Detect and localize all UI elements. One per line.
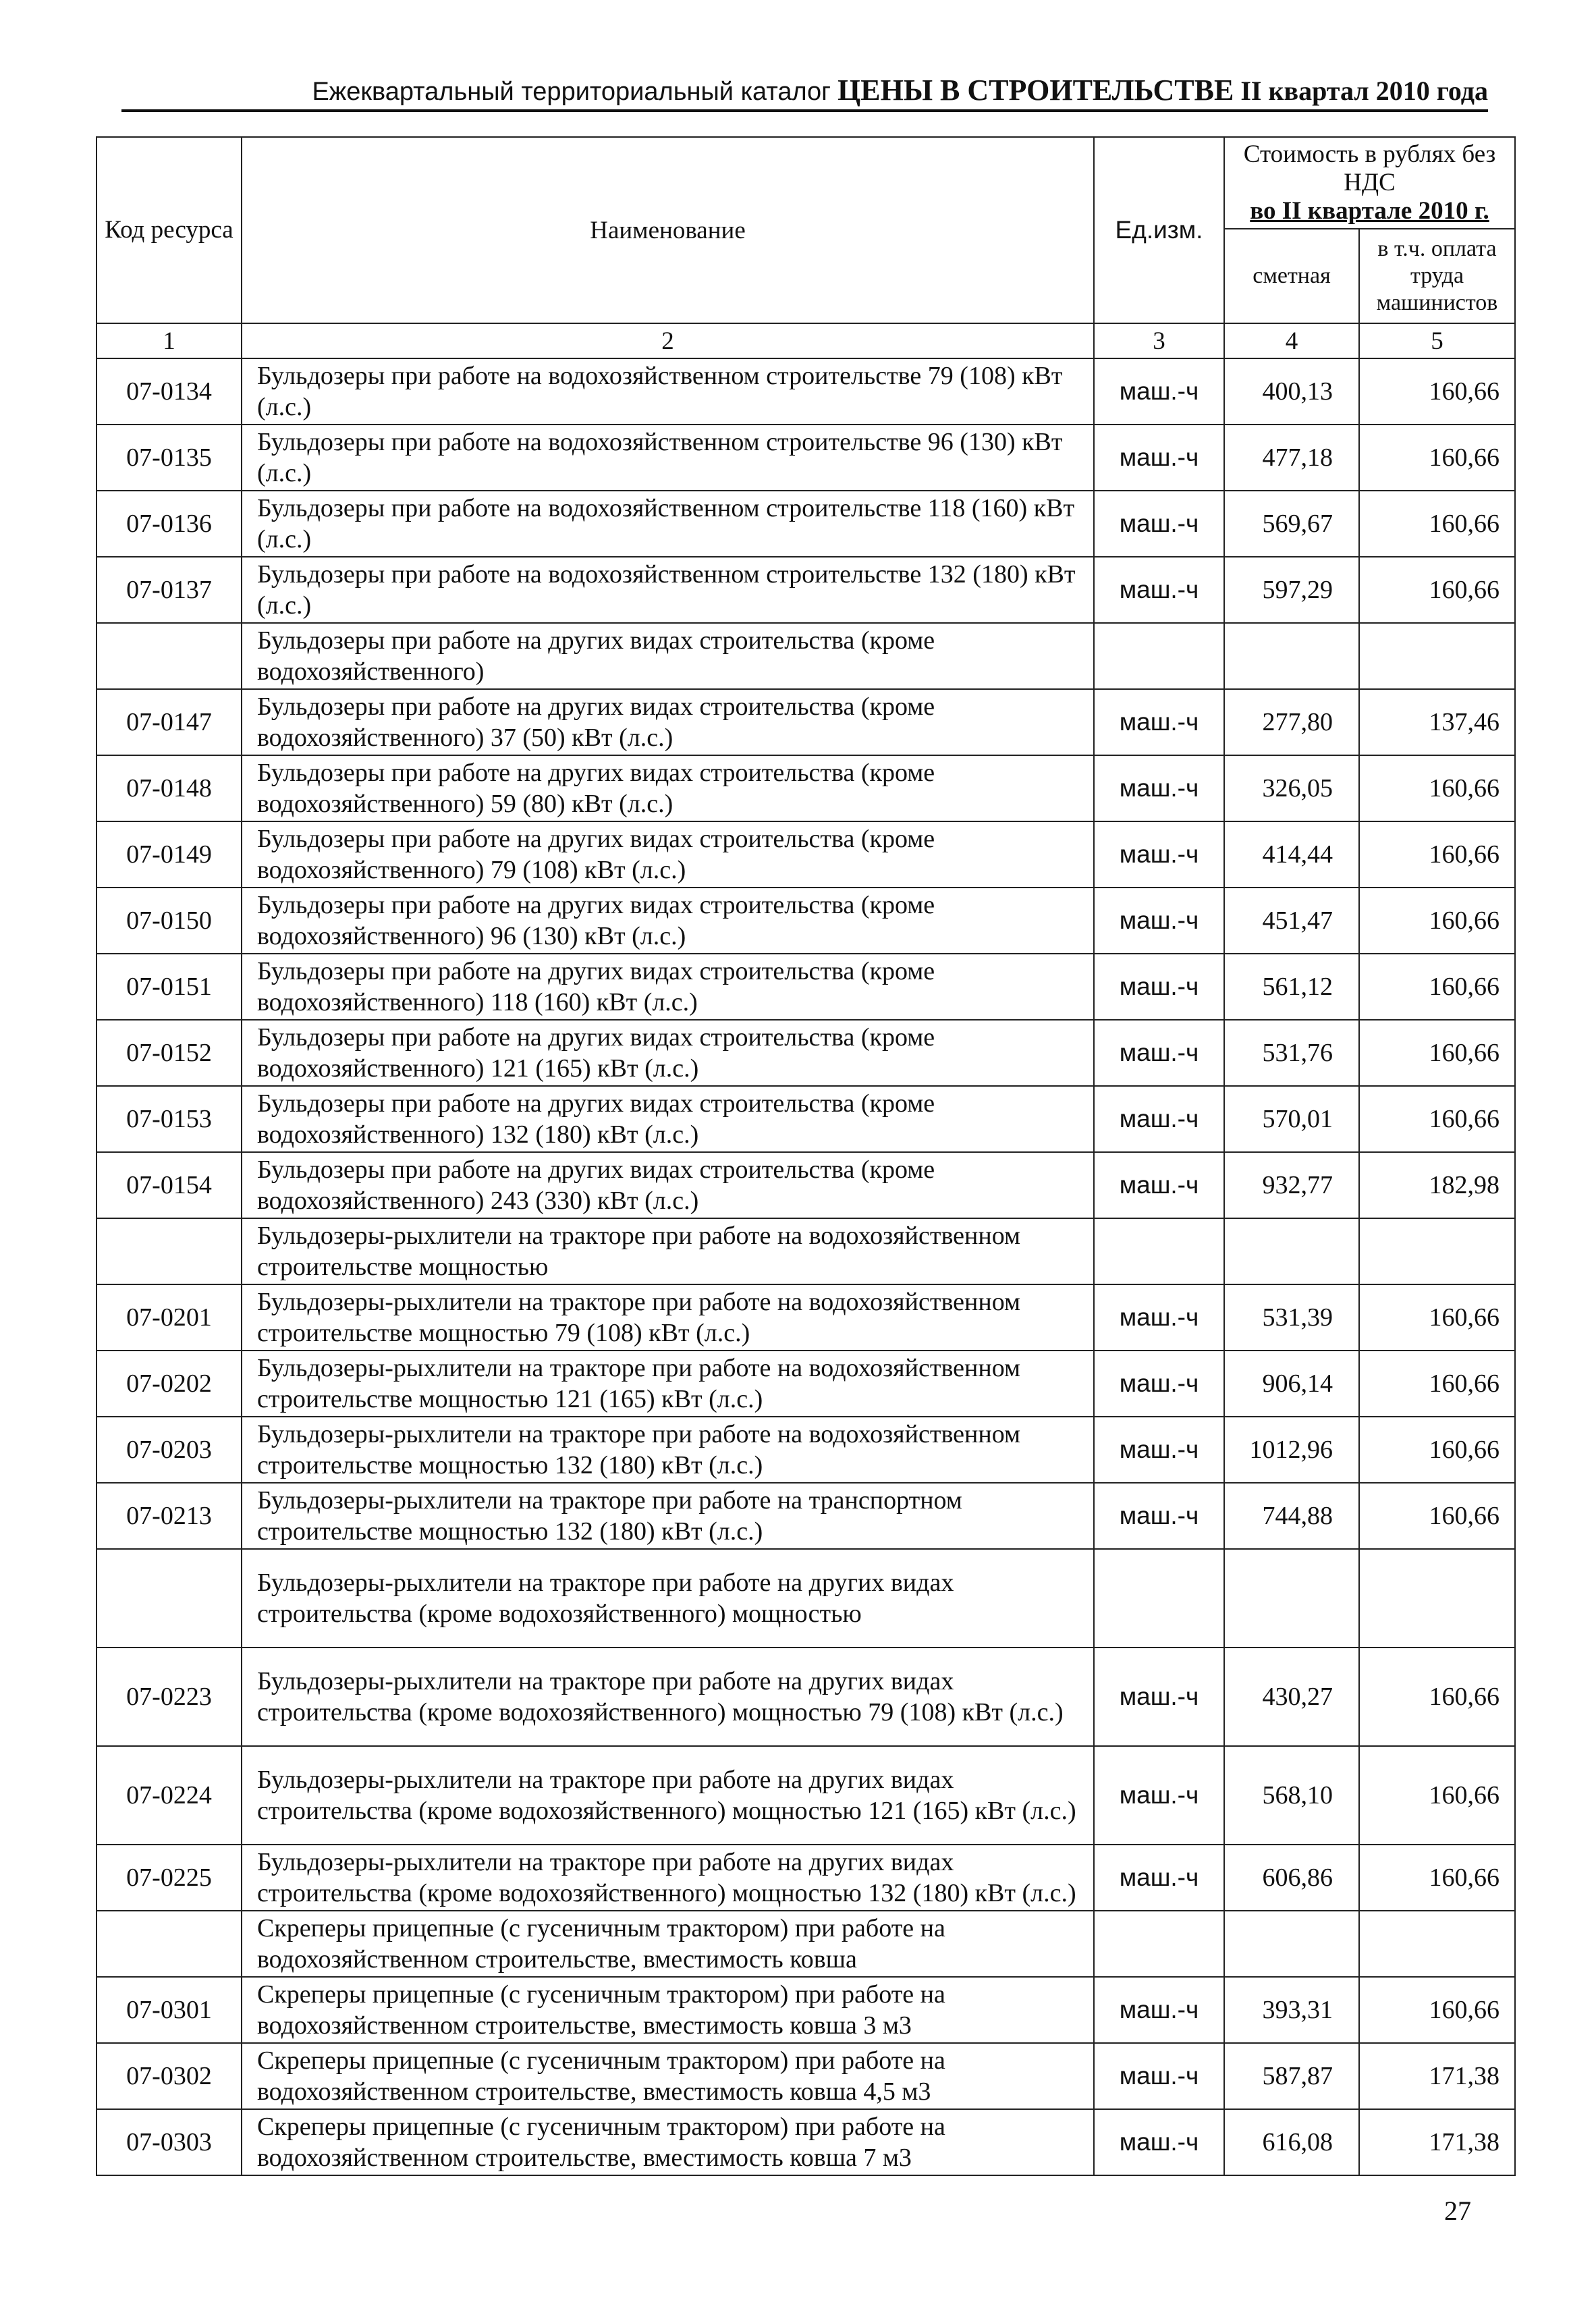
estimate-cost-cell: 932,77 [1224,1152,1359,1218]
labor-cost-cell: 171,38 [1359,2043,1515,2109]
labor-cost-cell: 160,66 [1359,1284,1515,1351]
col-header-cost [1224,137,1515,229]
resource-name: Бульдозеры-рыхлители на тракторе при работе на других видах строительства (кроме водохозяйственного) мощностью 132 (180) кВт (л.с.) [242,1845,1094,1911]
labor-cost-cell: 160,66 [1359,1977,1515,2043]
labor-cost-cell: 182,98 [1359,1152,1515,1218]
table-row [97,954,1515,1020]
labor-cost-cell [1359,623,1515,689]
column-number: 1 [97,323,242,358]
resource-name: Бульдозеры-рыхлители на тракторе при работе на водохозяйственном строительстве мощностью 121 (165) кВт (л.с.) [242,1351,1094,1417]
table-row [97,821,1515,888]
table-row [97,1483,1515,1549]
unit-cell [1094,623,1224,689]
cost-period: во II квартале 2010 г. [1250,197,1489,225]
estimate-cost-cell: 400,13 [1224,358,1359,425]
resource-name: Бульдозеры при работе на других видах строительства (кроме водохозяйственного) 132 (180) кВт (л.с.) [242,1086,1094,1152]
resource-name: Бульдозеры-рыхлители на тракторе при работе на водохозяйственном строительстве мощностью [242,1218,1094,1284]
estimate-cost-cell [1224,623,1359,689]
estimate-cost-cell: 561,12 [1224,954,1359,1020]
labor-cost-cell: 137,46 [1359,689,1515,755]
labor-cost-cell: 160,66 [1359,358,1515,425]
resource-name: Скреперы прицепные (с гусеничным трактором) при работе на водохозяйственном строительстве, вместимость ковша 7 м3 [242,2109,1094,2175]
resource-code: 07-0303 [97,2109,242,2175]
labor-cost-cell [1359,1911,1515,1977]
labor-cost-cell: 160,66 [1359,1845,1515,1911]
col-header-estimate: сметная [1224,229,1359,323]
labor-cost-cell: 160,66 [1359,1417,1515,1483]
table-row [97,1284,1515,1351]
resource-code: 07-0134 [97,358,242,425]
resource-name: Скреперы прицепные (с гусеничным трактором) при работе на водохозяйственном строительстве, вместимость ковша 4,5 м3 [242,2043,1094,2109]
resource-code [97,1549,242,1648]
table-row [97,1086,1515,1152]
estimate-cost-cell: 326,05 [1224,755,1359,821]
resource-name: Бульдозеры-рыхлители на тракторе при работе на водохозяйственном строительстве мощностью 79 (108) кВт (л.с.) [242,1284,1094,1351]
labor-cost-cell [1359,1549,1515,1648]
col-header-unit: Ед.изм. [1094,137,1224,323]
resource-name: Бульдозеры-рыхлители на тракторе при работе на водохозяйственном строительстве мощностью 132 (180) кВт (л.с.) [242,1417,1094,1483]
resource-code [97,1911,242,1977]
resource-code: 07-0213 [97,1483,242,1549]
estimate-cost-cell [1224,1218,1359,1284]
resource-name: Бульдозеры при работе на других видах строительства (кроме водохозяйственного) 59 (80) кВт (л.с.) [242,755,1094,821]
unit-cell: маш.-ч [1094,888,1224,954]
resource-code: 07-0203 [97,1417,242,1483]
estimate-cost-cell [1224,1549,1359,1648]
estimate-cost-cell: 277,80 [1224,689,1359,755]
estimate-cost-cell: 569,67 [1224,491,1359,557]
unit-cell: маш.-ч [1094,1417,1224,1483]
unit-cell: маш.-ч [1094,821,1224,888]
group-header-row [97,1911,1515,1977]
unit-cell: маш.-ч [1094,2109,1224,2175]
resource-name: Бульдозеры при работе на водохозяйственном строительстве 118 (160) кВт (л.с.) [242,491,1094,557]
header-period: II квартал 2010 года [1240,76,1488,106]
table-row [97,1977,1515,2043]
unit-cell: маш.-ч [1094,1284,1224,1351]
labor-cost-cell: 160,66 [1359,1086,1515,1152]
table-row [97,888,1515,954]
unit-cell: маш.-ч [1094,358,1224,425]
resource-code: 07-0136 [97,491,242,557]
estimate-cost-cell: 451,47 [1224,888,1359,954]
unit-cell: маш.-ч [1094,557,1224,623]
resource-name: Бульдозеры при работе на других видах строительства (кроме водохозяйственного) 96 (130) кВт (л.с.) [242,888,1094,954]
resource-code: 07-0301 [97,1977,242,2043]
header-title: ЦЕНЫ В СТРОИТЕЛЬСТВЕ [837,74,1234,107]
resource-name: Бульдозеры при работе на других видах строительства (кроме водохозяйственного) 243 (330) кВт (л.с.) [242,1152,1094,1218]
labor-cost-cell: 160,66 [1359,1483,1515,1549]
estimate-cost-cell: 570,01 [1224,1086,1359,1152]
table-row [97,689,1515,755]
header-rule [121,109,1488,112]
col-header-code: Код ресурса [97,137,242,323]
resource-code: 07-0154 [97,1152,242,1218]
resource-code: 07-0223 [97,1648,242,1746]
estimate-cost-cell: 616,08 [1224,2109,1359,2175]
estimate-cost-cell: 1012,96 [1224,1417,1359,1483]
resource-name: Бульдозеры при работе на других видах строительства (кроме водохозяйственного) 37 (50) кВт (л.с.) [242,689,1094,755]
unit-cell: маш.-ч [1094,1152,1224,1218]
labor-cost-cell: 160,66 [1359,1020,1515,1086]
resource-name: Бульдозеры при работе на других видах строительства (кроме водохозяйственного) 79 (108) кВт (л.с.) [242,821,1094,888]
col-header-labor: в т.ч. оплата труда машинистов [1359,229,1515,323]
group-header-row [97,623,1515,689]
estimate-cost-cell: 587,87 [1224,2043,1359,2109]
table-row [97,2043,1515,2109]
estimate-cost-cell: 568,10 [1224,1746,1359,1845]
estimate-cost-cell: 597,29 [1224,557,1359,623]
unit-cell: маш.-ч [1094,2043,1224,2109]
labor-cost-cell: 171,38 [1359,2109,1515,2175]
price-table [96,136,1516,2176]
column-number: 2 [242,323,1094,358]
table-row [97,491,1515,557]
labor-cost-cell: 160,66 [1359,954,1515,1020]
table-row [97,557,1515,623]
table-row [97,1417,1515,1483]
estimate-cost-cell: 430,27 [1224,1648,1359,1746]
page-number: 27 [1444,2196,1471,2226]
resource-name: Бульдозеры-рыхлители на тракторе при работе на других видах строительства (кроме водохозяйственного) мощностью [242,1549,1094,1648]
resource-code: 07-0148 [97,755,242,821]
estimate-cost-cell: 531,76 [1224,1020,1359,1086]
unit-cell: маш.-ч [1094,755,1224,821]
unit-cell: маш.-ч [1094,425,1224,491]
resource-code [97,623,242,689]
resource-code: 07-0135 [97,425,242,491]
resource-code: 07-0225 [97,1845,242,1911]
estimate-cost-cell: 393,31 [1224,1977,1359,2043]
resource-name: Бульдозеры-рыхлители на тракторе при работе на транспортном строительстве мощностью 132 (180) кВт (л.с.) [242,1483,1094,1549]
resource-code: 07-0152 [97,1020,242,1086]
resource-name: Скреперы прицепные (с гусеничным трактором) при работе на водохозяйственном строительстве, вместимость ковша [242,1911,1094,1977]
unit-cell: маш.-ч [1094,1977,1224,2043]
header-prefix: Ежеквартальный территориальный каталог [312,78,831,106]
table-row [97,358,1515,425]
column-number: 5 [1359,323,1515,358]
labor-cost-cell: 160,66 [1359,1746,1515,1845]
table-row [97,1845,1515,1911]
labor-cost-cell: 160,66 [1359,1648,1515,1746]
col-header-name: Наименование [242,137,1094,323]
resource-code: 07-0150 [97,888,242,954]
labor-cost-cell: 160,66 [1359,821,1515,888]
resource-name: Бульдозеры-рыхлители на тракторе при работе на других видах строительства (кроме водохозяйственного) мощностью 79 (108) кВт (л.с.) [242,1648,1094,1746]
table-row [97,2109,1515,2175]
estimate-cost-cell: 744,88 [1224,1483,1359,1549]
resource-name: Бульдозеры-рыхлители на тракторе при работе на других видах строительства (кроме водохозяйственного) мощностью 121 (165) кВт (л.с.) [242,1746,1094,1845]
group-header-row [97,1218,1515,1284]
unit-cell: маш.-ч [1094,1483,1224,1549]
resource-code: 07-0151 [97,954,242,1020]
resource-code: 07-0302 [97,2043,242,2109]
unit-cell: маш.-ч [1094,1086,1224,1152]
labor-cost-cell: 160,66 [1359,425,1515,491]
table-row [97,1648,1515,1746]
table-row [97,425,1515,491]
labor-cost-cell: 160,66 [1359,491,1515,557]
resource-code: 07-0149 [97,821,242,888]
labor-cost-cell: 160,66 [1359,888,1515,954]
unit-cell: маш.-ч [1094,491,1224,557]
table-row [97,1020,1515,1086]
table-row [97,1152,1515,1218]
resource-name: Скреперы прицепные (с гусеничным трактором) при работе на водохозяйственном строительстве, вместимость ковша 3 м3 [242,1977,1094,2043]
resource-name: Бульдозеры при работе на других видах строительства (кроме водохозяйственного) 118 (160) кВт (л.с.) [242,954,1094,1020]
page-header [121,74,1488,108]
estimate-cost-cell: 531,39 [1224,1284,1359,1351]
resource-name: Бульдозеры при работе на водохозяйственном строительстве 79 (108) кВт (л.с.) [242,358,1094,425]
unit-cell: маш.-ч [1094,689,1224,755]
labor-cost-cell [1359,1218,1515,1284]
resource-code: 07-0153 [97,1086,242,1152]
resource-code: 07-0224 [97,1746,242,1845]
resource-code: 07-0202 [97,1351,242,1417]
unit-cell [1094,1549,1224,1648]
resource-code: 07-0147 [97,689,242,755]
unit-cell [1094,1911,1224,1977]
resource-name: Бульдозеры при работе на других видах строительства (кроме водохозяйственного) [242,623,1094,689]
estimate-cost-cell: 606,86 [1224,1845,1359,1911]
estimate-cost-cell: 414,44 [1224,821,1359,888]
table-row [97,1351,1515,1417]
cost-title: Стоимость в рублях без НДС [1243,140,1496,196]
column-number: 4 [1224,323,1359,358]
table-row [97,1746,1515,1845]
labor-cost-cell: 160,66 [1359,1351,1515,1417]
resource-code: 07-0201 [97,1284,242,1351]
unit-cell: маш.-ч [1094,954,1224,1020]
unit-cell: маш.-ч [1094,1845,1224,1911]
labor-cost-cell: 160,66 [1359,557,1515,623]
estimate-cost-cell [1224,1911,1359,1977]
unit-cell: маш.-ч [1094,1351,1224,1417]
resource-code: 07-0137 [97,557,242,623]
column-numbers-row [97,323,1515,358]
unit-cell: маш.-ч [1094,1648,1224,1746]
resource-name: Бульдозеры при работе на водохозяйственном строительстве 132 (180) кВт (л.с.) [242,557,1094,623]
labor-cost-cell: 160,66 [1359,755,1515,821]
column-number: 3 [1094,323,1224,358]
unit-cell: маш.-ч [1094,1020,1224,1086]
table-row [97,755,1515,821]
unit-cell [1094,1218,1224,1284]
resource-name: Бульдозеры при работе на других видах строительства (кроме водохозяйственного) 121 (165) кВт (л.с.) [242,1020,1094,1086]
resource-code [97,1218,242,1284]
group-header-row [97,1549,1515,1648]
estimate-cost-cell: 477,18 [1224,425,1359,491]
estimate-cost-cell: 906,14 [1224,1351,1359,1417]
unit-cell: маш.-ч [1094,1746,1224,1845]
resource-name: Бульдозеры при работе на водохозяйственном строительстве 96 (130) кВт (л.с.) [242,425,1094,491]
